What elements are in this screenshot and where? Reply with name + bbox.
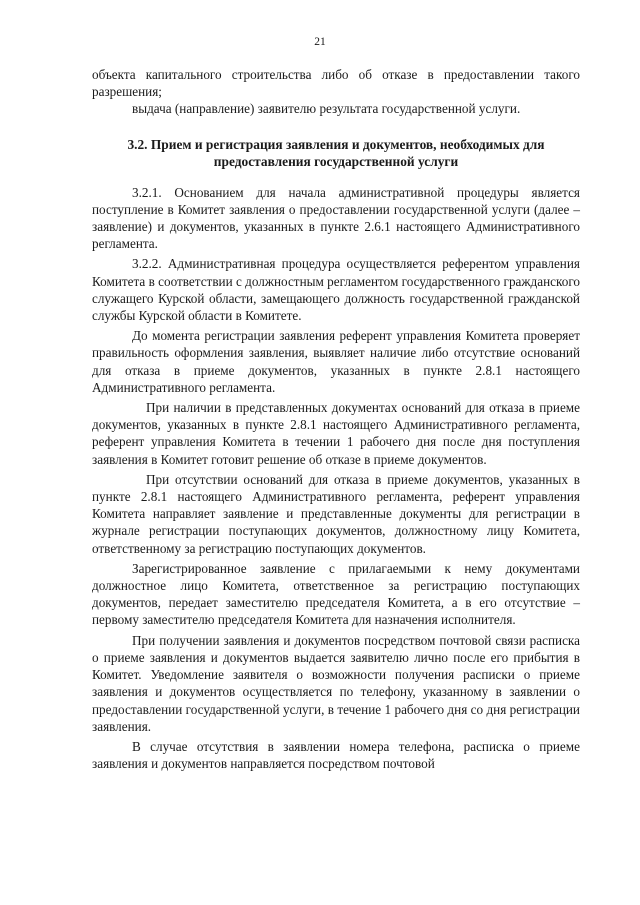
paragraph-no-refusal: При отсутствии оснований для отказа в приеме документов, указанных в пункте 2.8.1 настоящего Административного регламента, референт управления Комитета направляет заявление и представленные документы для регистрации в журнале регистрации поступающих документов, должностному лицу Комитета, ответственному за регистрацию поступающих документов.: [92, 471, 580, 556]
page-number: 21: [314, 36, 326, 48]
paragraph-result-delivery: выдача (направление) заявителю результата государственной услуги.: [132, 101, 521, 117]
paragraph-3-2-1: 3.2.1. Основанием для начала административной процедуры является поступление в Комитет заявления о предоставлении государственной услуги (далее – заявление) и документов, указанных в пункте 2.6.1 настоящего Административного регламента.: [92, 184, 580, 252]
paragraph-no-phone: В случае отсутствия в заявлении номера телефона, расписка о приеме заявления и документов направляется посредством почтовой: [92, 738, 580, 772]
paragraph-registered-application: Зарегистрированное заявление с прилагаемыми к нему документами должностное лицо Комитета, ответственное за регистрацию поступающих документов, передает заместителю председателя Комитета, а в его отсутствие – первому заместителю председателя Комитета для назначения исполнителя.: [92, 560, 580, 628]
paragraph-postal-receipt: При получении заявления и документов посредством почтовой связи расписка о приеме заявления и документов выдается заявителю лично после его прибытия в Комитет. Уведомление заявителя о возможности получения расписки о приеме заявления и документов осуществляется по телефону, указанному в заявлении о предоставлении государственной услуги, в течение 1 рабочего дня со дня регистрации заявления.: [92, 632, 580, 734]
section-heading: 3.2. Прием и регистрация заявления и документов, необходимых для предоставления государственной услуги: [127, 136, 545, 169]
document-body: [92, 66, 580, 772]
paragraph-refusal: При наличии в представленных документах оснований для отказа в приеме документов, указанных в пункте 2.8.1 настоящего Административного регламента, референт управления Комитета в течении 1 рабочего дня после дня поступления заявления в Комитет готовит решение об отказе в приеме документов.: [92, 400, 580, 467]
paragraph-registration-check: До момента регистрации заявления референт управления Комитета проверяет правильность оформления заявления, выявляет наличие либо отсутствие оснований для отказа в приеме документов, указанных в пункте 2.8.1 настоящего Административного регламента.: [92, 328, 580, 395]
paragraph-3-2-2: 3.2.2. Административная процедура осуществляется референтом управления Комитета в соответствии с должностным регламентом государственного гражданского служащего Курской области, замещающего должность государственной гражданской службы Курской области в Комитете.: [92, 256, 580, 324]
paragraph-continuation: объекта капитального строительства либо об отказе в предоставлении такого разрешения;: [92, 67, 580, 100]
